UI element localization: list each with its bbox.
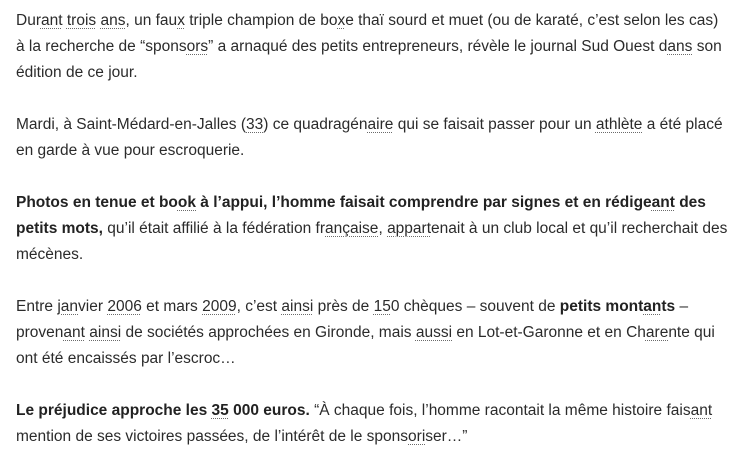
highlighted-link[interactable]: jan	[57, 298, 79, 315]
paragraph	[16, 398, 728, 450]
text-run: vier	[78, 298, 108, 315]
highlighted-link[interactable]: ans	[667, 38, 693, 55]
text-run: “À chaque fois, l’homme racontait la même histoire fais	[309, 402, 691, 419]
text-run: son édition de ce jour.	[16, 38, 722, 81]
paragraph	[16, 294, 728, 372]
text-run: en Lot-et-Garonne et en Ch	[452, 324, 646, 341]
highlighted-link[interactable]: aire	[367, 116, 394, 133]
text-run: de sociétés approchées en Gironde, mais	[121, 324, 416, 341]
text-run: 0 chèques – souvent de	[390, 298, 560, 315]
text-run: ) ce quadragén	[263, 116, 368, 133]
text-run: Dur	[16, 12, 41, 29]
highlighted-link[interactable]: appart	[387, 220, 432, 237]
text-run: qui se faisait passer pour un	[393, 116, 596, 133]
text-run: nte qui ont été encaissés par l’escroc…	[16, 324, 715, 367]
highlighted-link[interactable]: ainsi	[89, 324, 122, 341]
highlighted-link[interactable]: ant	[63, 324, 85, 341]
text-run: e thaï sourd et muet (ou de karaté, c’est selon les cas) à la recherche de “spons	[16, 12, 719, 55]
text-run: ,	[378, 220, 388, 237]
highlighted-link[interactable]: ok	[177, 194, 196, 211]
highlighted-link[interactable]: x	[177, 12, 185, 29]
highlighted-link[interactable]: ori	[408, 428, 426, 445]
bold-text: Le préjudice approche les	[16, 402, 212, 419]
highlighted-link[interactable]: trois	[66, 12, 97, 29]
highlighted-link[interactable]: ans	[100, 12, 126, 29]
highlighted-link[interactable]: ant	[651, 194, 675, 211]
highlighted-link[interactable]: 15	[373, 298, 391, 315]
paragraph	[16, 190, 728, 268]
highlighted-link[interactable]: ançaise	[325, 220, 379, 237]
text-run: qu’il était affilié à la fédération fr	[102, 220, 325, 237]
highlighted-link[interactable]: 2009	[202, 298, 237, 315]
bold-text: ts	[661, 298, 676, 315]
text-run: Entre	[16, 298, 58, 315]
paragraph	[16, 112, 728, 164]
highlighted-link[interactable]: are	[645, 324, 669, 341]
highlighted-link[interactable]: aussi	[415, 324, 453, 341]
text-run: , un fau	[125, 12, 178, 29]
bold-text: petits mont	[559, 298, 644, 315]
text-run: et mars	[141, 298, 203, 315]
highlighted-link[interactable]: 35	[211, 402, 229, 419]
highlighted-link[interactable]: athlète	[595, 116, 643, 133]
article-body	[16, 8, 728, 476]
bold-text: 000 euros.	[228, 402, 310, 419]
text-run: , c’est	[236, 298, 282, 315]
highlighted-link[interactable]: 33	[246, 116, 264, 133]
text-run: enait à un club local et qu’il recherchait des mécènes.	[16, 220, 728, 263]
highlighted-link[interactable]: ant	[40, 12, 63, 29]
text-run: ” a arnaqué des petits entrepreneurs, révèle le journal Sud Ouest d	[208, 38, 668, 55]
text-run: triple champion de bo	[184, 12, 338, 29]
paragraph	[16, 8, 728, 86]
highlighted-link[interactable]: x	[337, 12, 346, 29]
text-run: a été placé en garde à vue pour escroquerie.	[16, 116, 723, 159]
text-run: mention de ses victoires passées, de l’intérêt de le spons	[16, 428, 409, 445]
highlighted-link[interactable]: ant	[690, 402, 713, 419]
text-run: ser…”	[425, 428, 468, 445]
text-run: près de	[313, 298, 374, 315]
highlighted-link[interactable]: ainsi	[281, 298, 314, 315]
highlighted-link[interactable]: ors	[186, 38, 209, 55]
highlighted-link[interactable]: 2006	[107, 298, 142, 315]
text-run: Mardi, à Saint-Médard-en-Jalles (	[16, 116, 247, 133]
highlighted-link[interactable]: an	[643, 298, 662, 315]
bold-text: Photos en tenue et bo	[16, 194, 178, 211]
bold-text: à l’appui, l’homme faisait comprendre par signes et en rédige	[196, 194, 652, 211]
bold-text: des petits mots,	[16, 194, 706, 237]
text-run: – proven	[16, 298, 689, 341]
